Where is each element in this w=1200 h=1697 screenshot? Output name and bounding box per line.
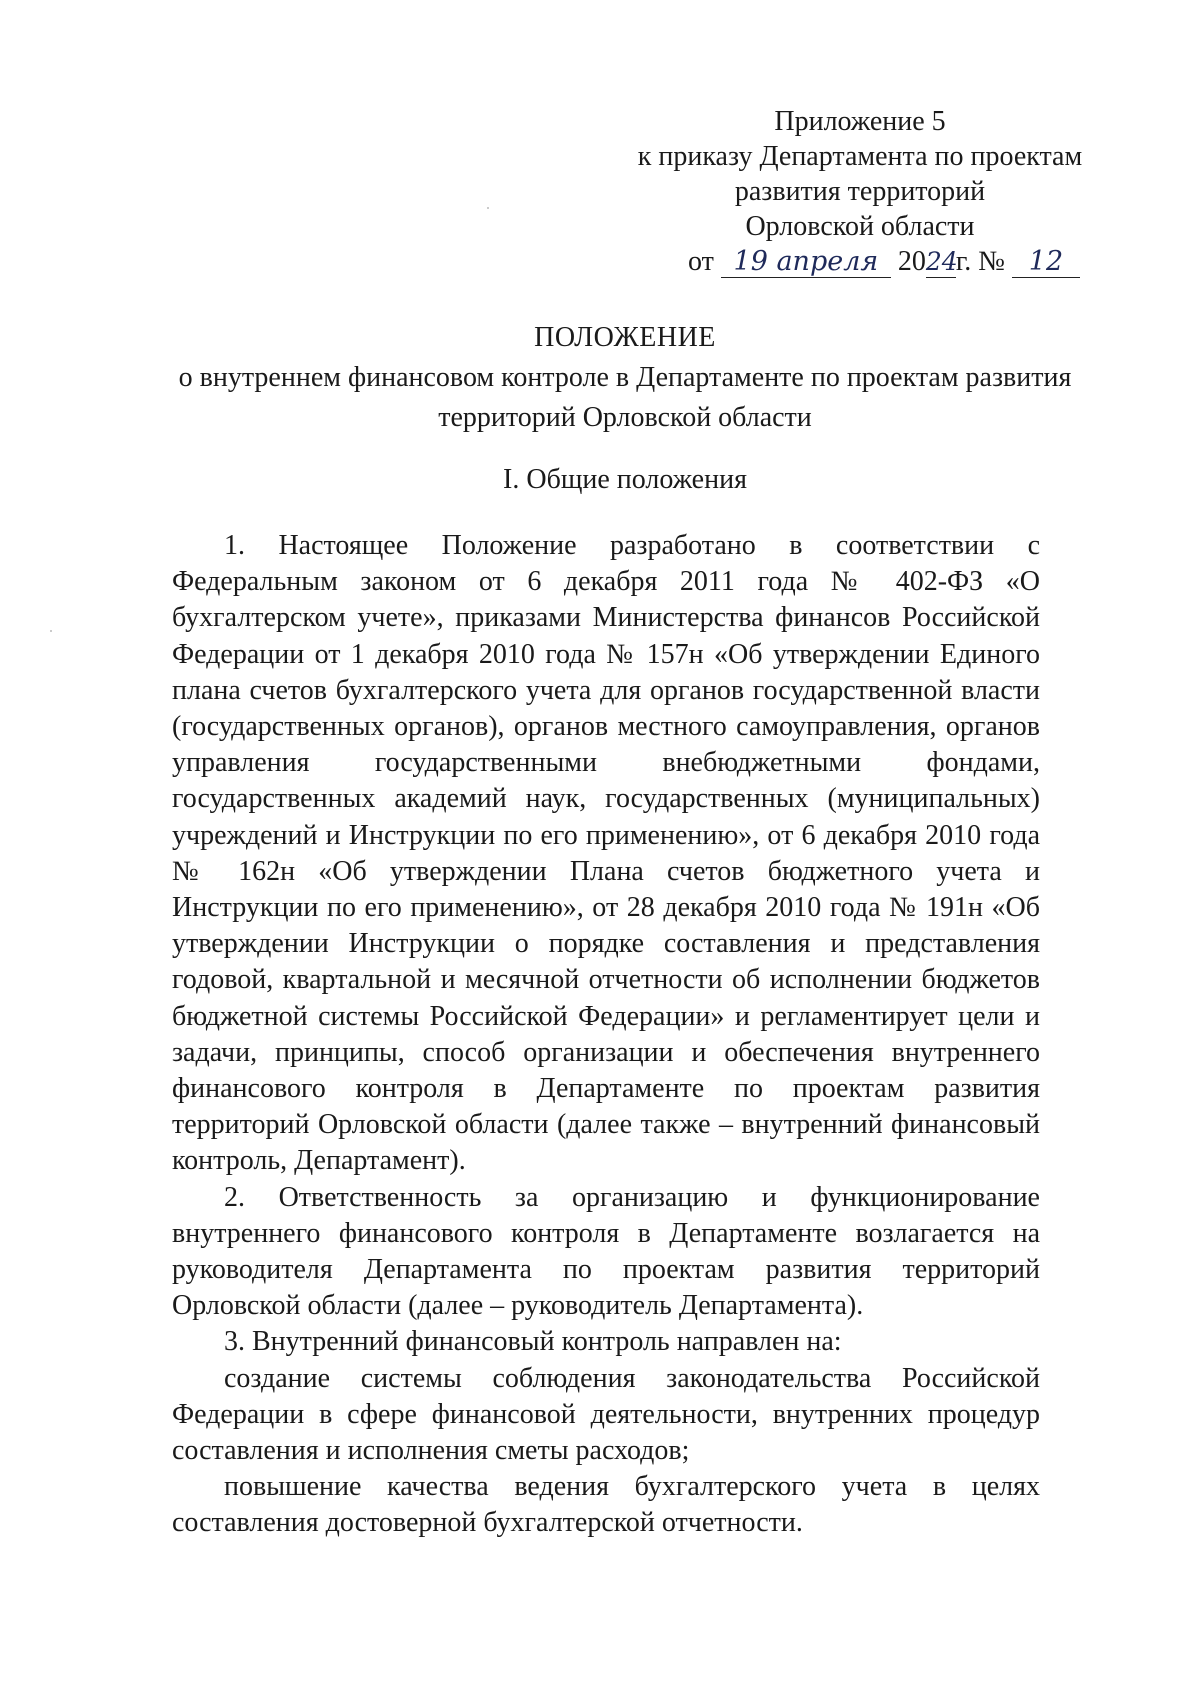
- number-sign: №: [978, 246, 1005, 277]
- paragraph-2: 2. Ответственность за организацию и функционирование внутреннего финансового контроля в Департаменте возлагается на руководителя Департамента по проектам развития территорий Орловской области (далее – руководитель Департамента).: [172, 1181, 1040, 1322]
- scan-speck: [487, 207, 489, 209]
- handwritten-year: 24: [925, 247, 958, 276]
- section-heading: I. Общие положения: [503, 464, 747, 495]
- date-prefix: от: [688, 246, 714, 277]
- paragraph-3-item-2: повышение качества ведения бухгалтерского учета в целях составления достоверной бухгалтерской отчетности.: [172, 1471, 1040, 1539]
- paragraph-3-item-1: создание системы соблюдения законодательства Российской Федерации в сфере финансовой деятельности, внутренних процедур составления и исполнения сметы расходов;: [172, 1362, 1040, 1467]
- document-subtitle-line2: территорий Орловской области: [438, 402, 812, 433]
- handwritten-order-number: 12: [1012, 247, 1080, 278]
- year-prefix: 20: [897, 246, 926, 277]
- scan-speck: [50, 630, 52, 632]
- order-date-line: [668, 244, 1100, 279]
- document-body: [172, 528, 1040, 1542]
- document-subtitle-line1: о внутреннем финансовом контроле в Департаменте по проектам развития: [178, 362, 1072, 393]
- appendix-order-reference-cont: развития территорий: [734, 176, 986, 207]
- appendix-number: Приложение 5: [774, 106, 946, 137]
- year-mark: г.: [955, 246, 972, 277]
- paragraph-1: 1. Настоящее Положение разработано в соответствии с Федеральным законом от 6 декабря 2011 года № 402-ФЗ «О бухгалтерском учете», приказами Министерства финансов Российской Федерации от 1 декабря 2010 года № 157н «Об утверждении Единого плана счетов бухгалтерского учета для органов государственной власти (государственных органов), органов местного самоуправления, органов управления государственными внебюджетными фондами, государственных академий наук, государственных (муниципальных) учреждений и Инструкции по его применению», от 6 декабря 2010 года № 162н «Об утверждении Плана счетов бюджетного учета и Инструкции по его применению», от 28 декабря 2010 года № 191н «Об утверждении Инструкции о порядке составления и представления годовой, квартальной и месячной отчетности об исполнении бюджетов бюджетной системы Российской Федерации» и регламентирует цели и задачи, принципы, способ организации и обеспечения внутреннего финансового контроля в Департаменте по проектам развития территорий Орловской области (далее также – внутренний финансовый контроль, Департамент).: [172, 530, 1040, 1177]
- appendix-region: Орловской области: [745, 211, 975, 242]
- handwritten-date: 19 апреля: [721, 247, 891, 278]
- document-title: ПОЛОЖЕНИЕ: [534, 322, 716, 353]
- appendix-order-reference: к приказу Департамента по проектам: [637, 141, 1083, 172]
- paragraph-3: 3. Внутренний финансовый контроль направлен на:: [224, 1326, 842, 1358]
- appendix-header: [620, 104, 1100, 279]
- document-title-block: [150, 318, 1100, 438]
